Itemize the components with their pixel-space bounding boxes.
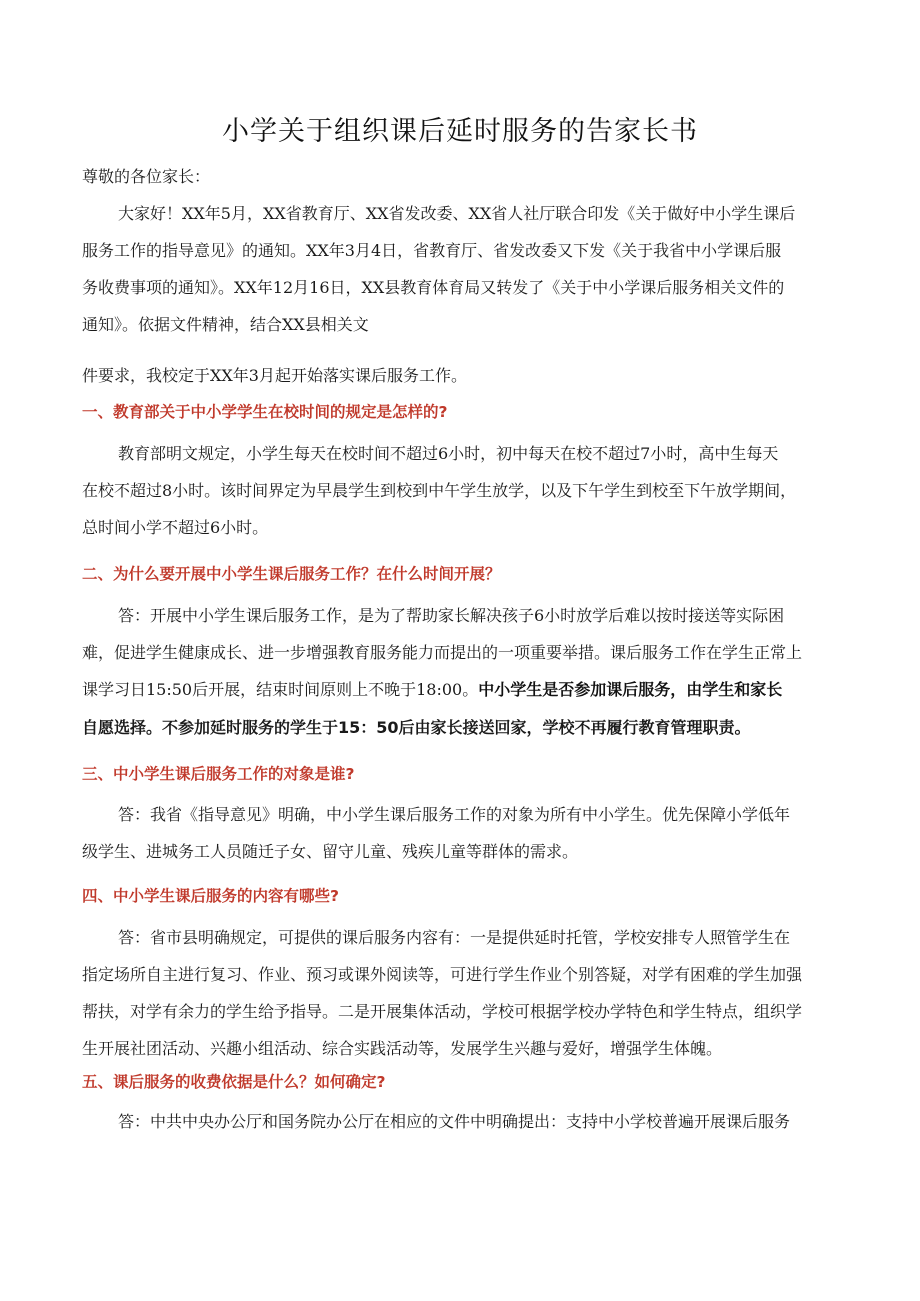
section-4-heading: 四、中小学生课后服务的内容有哪些? bbox=[82, 887, 339, 905]
section-2-line-2: 难，促进学生健康成长、进一步增强教育服务能力而提出的一项重要举措。课后服务工作在学生正常上 bbox=[82, 643, 803, 662]
section-1-line-1: 教育部明文规定，小学生每天在校时间不超过6小时，初中每天在校不超过7小时，高中生每天 bbox=[118, 444, 779, 463]
section-5-heading: 五、课后服务的收费依据是什么？如何确定? bbox=[82, 1073, 386, 1091]
intro-line-5: 件要求，我校定于XX年3月起开始落实课后服务工作。 bbox=[82, 366, 467, 385]
document-title: 小学关于组织课后延时服务的告家长书 bbox=[222, 116, 698, 147]
intro-line-3: 务收费事项的通知》。XX年12月16日，XX县教育体育局又转发了《关于中小学课后服务相关文件的 bbox=[82, 278, 785, 297]
section-4-line-1: 答：省市县明确规定，可提供的课后服务内容有：一是提供延时托管，学校安排专人照管学生在 bbox=[118, 928, 791, 947]
section-5-line-1: 答：中共中央办公厅和国务院办公厅在相应的文件中明确提出：支持中小学校普遍开展课后服务 bbox=[118, 1112, 791, 1131]
section-4-line-4: 生开展社团活动、兴趣小组活动、综合实践活动等，发展学生兴趣与爱好，增强学生体魄。 bbox=[82, 1039, 723, 1058]
intro-line-4: 通知》。依据文件精神，结合XX县相关文 bbox=[82, 315, 369, 334]
section-1-heading: 一、教育部关于中小学学生在校时间的规定是怎样的? bbox=[82, 403, 448, 421]
section-2-line-3-bold: 中小学生是否参加课后服务，由学生和家长 bbox=[478, 680, 783, 699]
section-2-line-1: 答：开展中小学生课后服务工作，是为了帮助家长解决孩子6小时放学后难以按时接送等实际困 bbox=[118, 606, 785, 625]
section-3-line-1: 答：我省《指导意见》明确，中小学生课后服务工作的对象为所有中小学生。优先保障小学低年 bbox=[118, 805, 791, 824]
section-2-bold-line: 自愿选择。不参加延时服务的学生于15：50后由家长接送回家，学校不再履行教育管理职责。 bbox=[82, 718, 751, 737]
intro-line-2: 服务工作的指导意见》的通知。XX年3月4日，省教育厅、省发改委又下发《关于我省中小学课后服 bbox=[82, 241, 782, 260]
section-4-line-2: 指定场所自主进行复习、作业、预习或课外阅读等，可进行学生作业个别答疑，对学有困难的学生加强 bbox=[82, 965, 803, 984]
section-2-line-3 bbox=[82, 678, 842, 702]
section-3-line-2: 级学生、进城务工人员随迁子女、留守儿童、残疾儿童等群体的需求。 bbox=[82, 842, 579, 861]
section-1-line-3: 总时间小学不超过6小时。 bbox=[82, 518, 269, 537]
section-2-line-3-normal: 课学习日15:50后开展，结束时间原则上不晚于18:00。 bbox=[82, 680, 479, 699]
section-1-line-2: 在校不超过8小时。该时间界定为早晨学生到校到中午学生放学，以及下午学生到校至下午放学期间， bbox=[82, 481, 797, 500]
section-4-line-3: 帮扶，对学有余力的学生给予指导。二是开展集体活动，学校可根据学校办学特色和学生特点，组织学 bbox=[82, 1002, 803, 1021]
section-3-heading: 三、中小学生课后服务工作的对象是谁? bbox=[82, 765, 355, 783]
salutation: 尊敬的各位家长： bbox=[82, 167, 211, 186]
section-2-heading: 二、为什么要开展中小学生课后服务工作？在什么时间开展？ bbox=[82, 565, 501, 583]
intro-line-1: 大家好！XX年5月，XX省教育厅、XX省发改委、XX省人社厅联合印发《关于做好中小学生课后 bbox=[118, 204, 796, 223]
